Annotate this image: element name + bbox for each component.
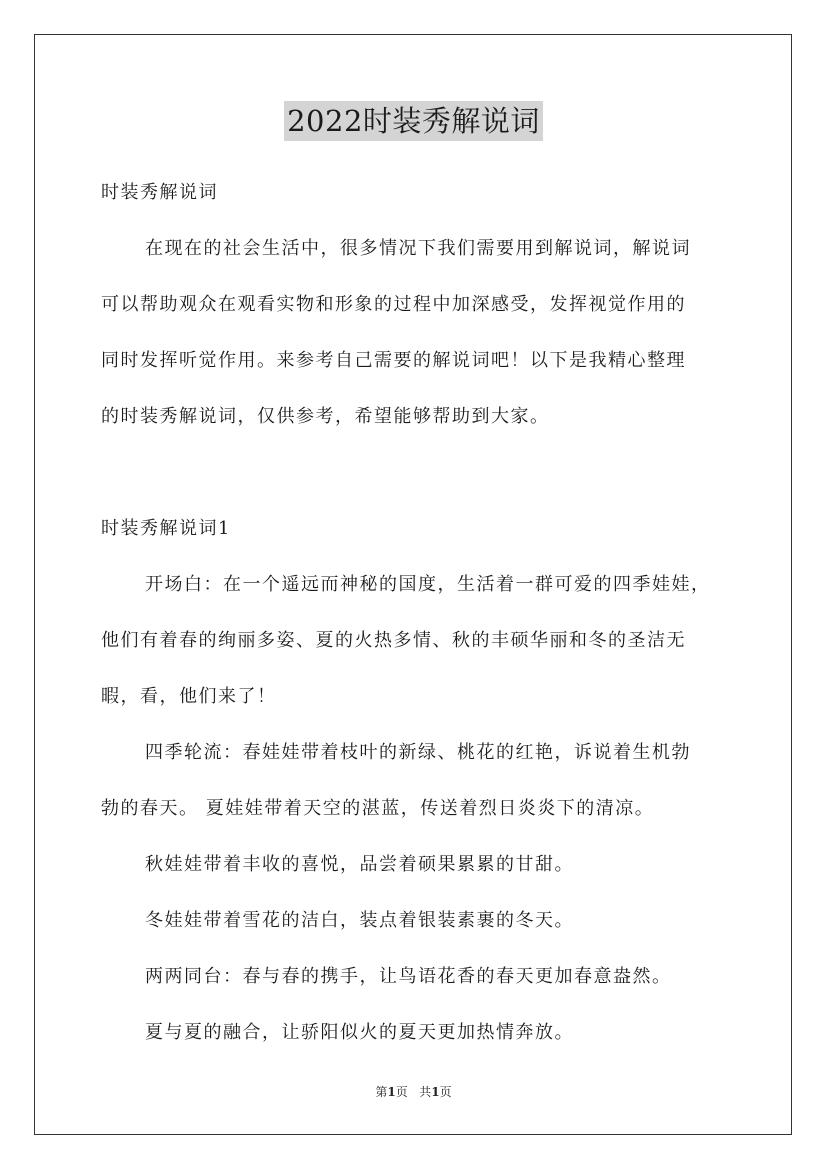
footer-page-prefix: 第	[375, 1085, 388, 1099]
paragraph-line: 两两同台：春与春的携手，让鸟语花香的春天更加春意盎然。	[145, 966, 672, 987]
paragraph-line: 暇，看，他们来了！	[101, 686, 277, 707]
footer-total-suffix: 页	[439, 1085, 452, 1099]
document-body	[101, 172, 729, 1068]
paragraph-line: 四季轮流：春娃娃带着枝叶的新绿、桃花的红艳，诉说着生机勃	[145, 742, 691, 763]
paragraph-line: 他们有着春的绚丽多姿、夏的火热多情、秋的丰硕华丽和冬的圣洁无	[101, 630, 686, 651]
page-footer	[0, 1083, 827, 1101]
paragraph-line: 开场白：在一个遥远而神秘的国度，生活着一群可爱的四季娃娃，	[145, 574, 711, 595]
paragraph-line: 同时发挥听觉作用。来参考自己需要的解说词吧！以下是我精心整理	[101, 350, 686, 371]
footer-total-prefix: 共	[419, 1085, 432, 1099]
paragraph-line: 秋娃娃带着丰收的喜悦，品尝着硕果累累的甘甜。	[145, 854, 574, 875]
paragraph-line: 夏与夏的融合，让骄阳似火的夏天更加热情奔放。	[145, 1022, 574, 1043]
footer-page-number: 1	[387, 1085, 396, 1099]
paragraph-line: 勃的春天。 夏娃娃带着天空的湛蓝，传送着烈日炎炎下的清凉。	[101, 798, 655, 819]
document-title: 2022时装秀解说词	[284, 101, 543, 141]
footer-total-pages: 1	[431, 1085, 440, 1099]
document-title-wrapper	[0, 101, 827, 141]
footer-page-suffix: 页	[395, 1085, 408, 1099]
paragraph-line: 冬娃娃带着雪花的洁白，装点着银装素裹的冬天。	[145, 910, 574, 931]
blank-line	[101, 452, 729, 508]
paragraph-line: 的时装秀解说词，仅供参考，希望能够帮助到大家。	[101, 406, 550, 427]
paragraph-line: 可以帮助观众在观看实物和形象的过程中加深感受，发挥视觉作用的	[101, 294, 686, 315]
section-heading-intro: 时装秀解说词	[101, 182, 218, 203]
section-heading-1: 时装秀解说词1	[101, 518, 231, 539]
paragraph-line: 在现在的社会生活中，很多情况下我们需要用到解说词，解说词	[145, 238, 691, 259]
